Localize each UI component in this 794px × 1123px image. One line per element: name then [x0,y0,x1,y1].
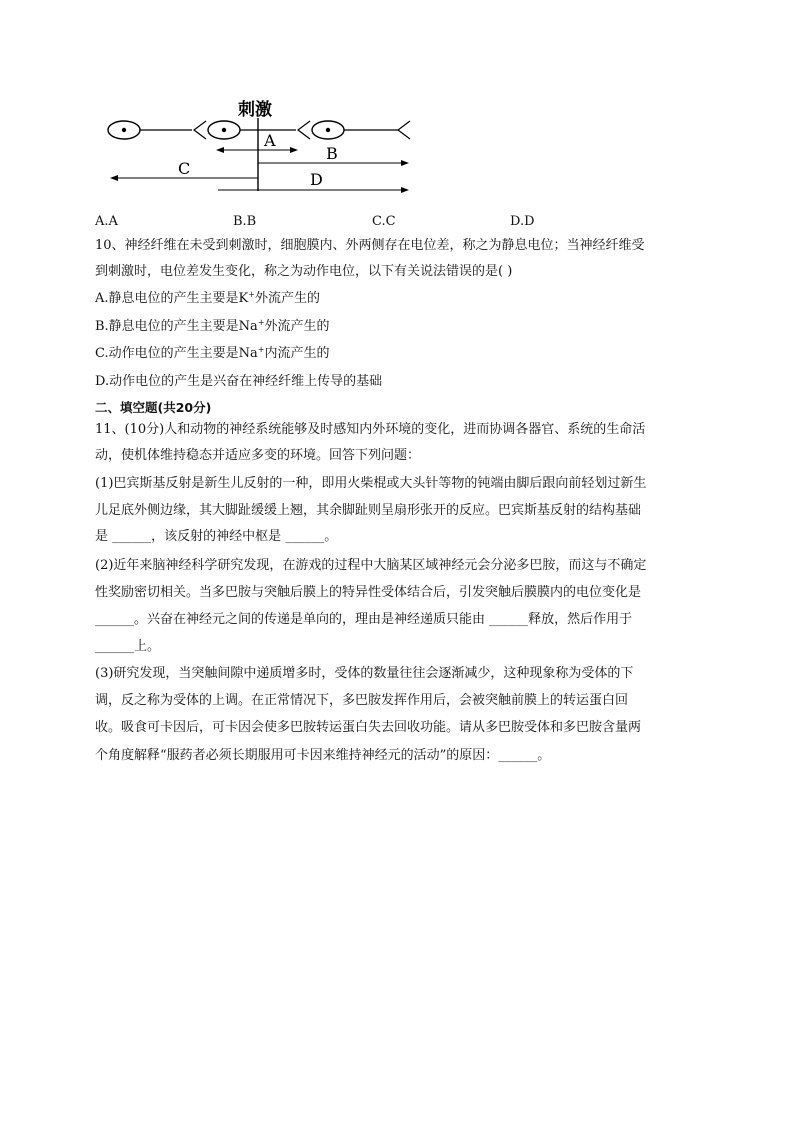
q10-option-d: D.动作电位的产生是兴奋在神经纤维上传导的基础 [95,374,383,389]
q11-line-2: 动，使机体维持稳态并适应多变的环境。回答下列问题： [95,448,421,463]
q10-option-b: B.静息电位的产生主要是Na+外流产生的 [95,318,330,334]
synapse-1 [194,121,206,139]
q9-option-b: B.B [233,214,257,229]
q11-part1-line-2: 儿足底外侧边缘，其大脚趾缓缓上翘，其余脚趾则呈扇形张开的反应。巴宾斯基反射的结构基础 [95,503,642,518]
q11-part3-line-4: 个角度解释“服药者必须长期服用可卡因来维持神经元的活动”的原因：______。 [95,748,551,763]
q10-stem-line-2: 到刺激时，电位差发生变化，称之为动作电位，以下有关说法错误的是( ) [95,264,513,279]
q11-part1-line-1: (1)巴宾斯基反射是新生儿反射的一种，即用火柴棍或大头针等物的钝端由脚后跟向前轻划过新生 [95,476,647,491]
arrow-a-left-head [216,147,224,153]
stimulus-label: 刺激 [238,100,272,120]
nerve-conduction-diagram [100,96,420,196]
segment-c-label: C [178,159,191,178]
segment-b-label: B [326,144,338,163]
q11-part3-line-1: (3)研究发现，当突触间隙中递质增多时，受体的数量往往会逐渐减少，这种现象称为受体的下 [95,666,634,681]
q11-part3-line-2: 调，反之称为受体的上调。在正常情况下，多巴胺发挥作用后，会被突触前膜上的转运蛋白回 [95,693,629,708]
synapse-2 [298,121,310,139]
arrow-d-head [401,187,409,193]
q11-part3-line-3: 收。吸食可卡因后，可卡因会使多巴胺转运蛋白失去回收功能。请从多巴胺受体和多巴胺含量两 [95,720,642,735]
neuron-3-nucleus [326,128,330,132]
arrow-c-head [110,175,118,181]
neuron-1-nucleus [122,128,126,132]
q10-option-a: A.静息电位的产生主要是K+外流产生的 [95,290,320,306]
q10-option-c: C.动作电位的产生主要是Na+内流产生的 [95,345,330,361]
arrow-a-right-head [290,147,298,153]
arrow-b-head [401,160,409,166]
q11-part2-line-1: (2)近年来脑神经科学研究发现，在游戏的过程中大脑某区域神经元会分泌多巴胺，而这与不确定 [95,558,647,573]
q11-part1-line-3: 是 ______，该反射的神经中枢是 ______。 [95,529,338,544]
q9-option-d: D.D [510,214,535,229]
segment-a-label: A [264,131,276,150]
q11-part2-line-4: ______上。 [95,639,161,654]
q11-part2-line-3: ______。兴奋在神经元之间的传递是单向的，理由是神经递质只能由 ______释放，然后作用于 [95,612,633,627]
section-2-heading: 二、填空题(共20分) [95,400,212,415]
q9-option-a: A.A [95,214,118,229]
q9-option-c: C.C [372,214,396,229]
q11-part2-line-2: 性奖励密切相关。当多巴胺与突触后膜上的特异性受体结合后，引发突触后膜膜内的电位变化是 [95,585,642,600]
diagram-svg [100,96,420,196]
segment-d-label: D [310,170,323,189]
synapse-3 [398,121,410,139]
q11-line-1: 11、(10分)人和动物的神经系统能够及时感知内外环境的变化，进而协调各器官、系统的生命活 [95,422,646,437]
neuron-2-nucleus [222,128,226,132]
q10-stem-line-1: 10、神经纤维在未受到刺激时，细胞膜内、外两侧存在电位差，称之为静息电位；当神经纤维受 [95,238,645,253]
